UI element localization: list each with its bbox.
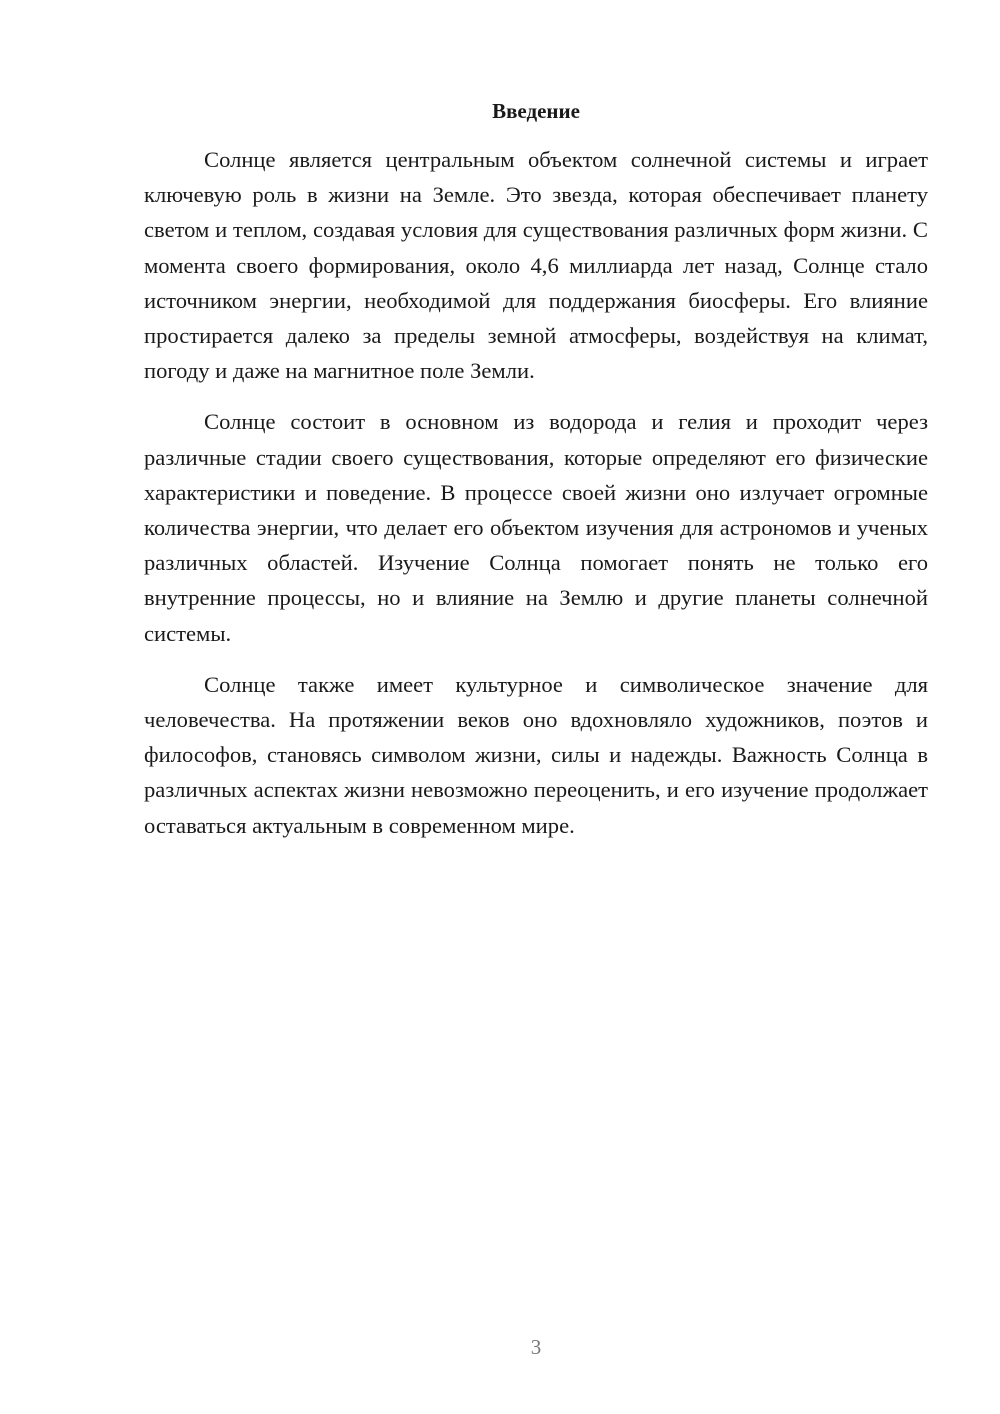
paragraph-1: Солнце является центральным объектом солнечной системы и играет ключевую роль в жизни на Земле. Это звезда, которая обеспечивает планету светом и теплом, создавая условия для существования различных форм жизни. С момента своего формирования, около 4,6 миллиарда лет назад, Солнце стало источником энергии, необходимой для поддержания биосферы. Его влияние простирается далеко за пределы земной атмосферы, воздействуя на климат, погоду и даже на магнитное поле Земли. [144, 147, 928, 384]
body-text [144, 142, 928, 843]
section-heading: Введение [492, 99, 580, 123]
page-number: 3 [530, 1335, 542, 1359]
paragraph-2: Солнце состоит в основном из водорода и гелия и проходит через различные стадии своего существования, которые определяют его физические характеристики и поведение. В процессе своей жизни оно излучает огромные количества энергии, что делает его объектом изучения для астрономов и ученых различных областей. Изучение Солнца помогает понять не только его внутренние процессы, но и влияние на Землю и другие планеты солнечной системы. [144, 409, 928, 646]
paragraph-3: Солнце также имеет культурное и символическое значение для человечества. На протяжении веков оно вдохновляло художников, поэтов и философов, становясь символом жизни, силы и надежды. Важность Солнца в различных аспектах жизни невозможно переоценить, и его изучение продолжает оставаться актуальным в современном мире. [144, 671, 928, 838]
